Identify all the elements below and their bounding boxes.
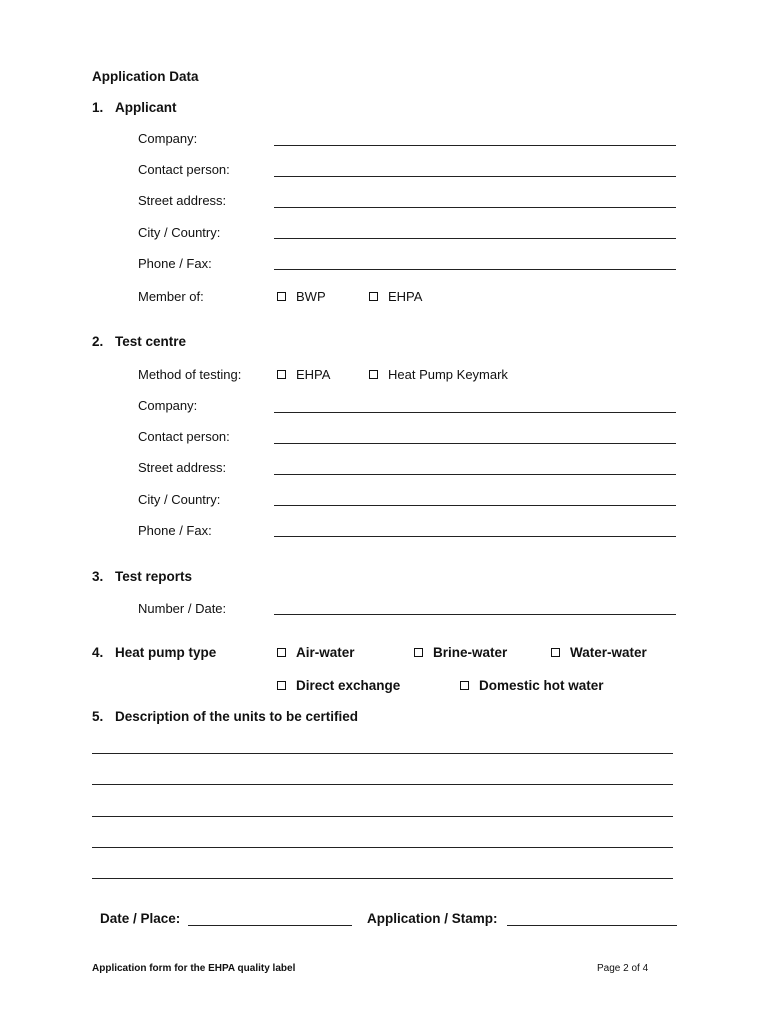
type-option-brine-water[interactable]: Brine-water	[414, 645, 507, 660]
member-option-bwp[interactable]: BWP	[277, 289, 326, 304]
checkbox-icon[interactable]	[369, 370, 378, 379]
applicant-street-label: Street address:	[138, 193, 227, 208]
applicant-city-field[interactable]	[274, 238, 676, 239]
centre-contact-field[interactable]	[274, 443, 676, 444]
section-heading-applicant	[92, 100, 177, 115]
member-option-ehpa[interactable]: EHPA	[369, 289, 422, 304]
description-line-2[interactable]	[92, 784, 673, 785]
description-line-1[interactable]	[92, 753, 673, 754]
section-heading-description	[92, 709, 358, 724]
applicant-phone-field[interactable]	[274, 269, 676, 270]
centre-phone-field[interactable]	[274, 536, 676, 537]
section-title: Description of the units to be certified	[115, 709, 359, 724]
footer-title: Application form for the EHPA quality label	[92, 963, 296, 974]
page-number: Page 2 of 4	[597, 963, 649, 974]
description-line-4[interactable]	[92, 847, 673, 848]
member-of-label: Member of:	[138, 289, 204, 304]
method-option-ehpa[interactable]: EHPA	[277, 367, 330, 382]
applicant-city-label: City / Country:	[138, 225, 221, 240]
type-option-water-water[interactable]: Water-water	[551, 645, 647, 660]
applicant-contact-label: Contact person:	[138, 162, 230, 177]
centre-phone-label: Phone / Fax:	[138, 523, 212, 538]
section-number: 3.	[92, 569, 104, 584]
section-heading-test-centre	[92, 334, 186, 349]
type-option-air-water[interactable]: Air-water	[277, 645, 355, 660]
number-date-label: Number / Date:	[138, 601, 227, 616]
checkbox-icon[interactable]	[277, 681, 286, 690]
checkbox-icon[interactable]	[277, 370, 286, 379]
checkbox-icon[interactable]	[414, 648, 423, 657]
section-number: 5.	[92, 709, 104, 724]
centre-company-label: Company:	[138, 398, 198, 413]
section-number: 1.	[92, 100, 104, 115]
applicant-contact-field[interactable]	[274, 176, 676, 177]
date-place-label: Date / Place:	[100, 911, 181, 926]
description-line-3[interactable]	[92, 816, 673, 817]
application-stamp-field[interactable]	[507, 925, 677, 926]
section-number: 4.	[92, 645, 104, 660]
number-date-field[interactable]	[274, 614, 676, 615]
applicant-street-field[interactable]	[274, 207, 676, 208]
type-option-direct-exchange[interactable]: Direct exchange	[277, 678, 400, 693]
checkbox-icon[interactable]	[277, 292, 286, 301]
description-line-5[interactable]	[92, 878, 673, 879]
applicant-company-label: Company:	[138, 131, 198, 146]
section-heading-heat-pump-type	[92, 645, 216, 660]
checkbox-icon[interactable]	[369, 292, 378, 301]
method-of-testing-label: Method of testing:	[138, 367, 242, 382]
centre-contact-label: Contact person:	[138, 429, 230, 444]
checkbox-icon[interactable]	[277, 648, 286, 657]
method-option-keymark[interactable]: Heat Pump Keymark	[369, 367, 508, 382]
section-title: Test reports	[115, 569, 193, 584]
section-title: Applicant	[115, 100, 177, 115]
applicant-phone-label: Phone / Fax:	[138, 256, 212, 271]
type-option-domestic-hot-water[interactable]: Domestic hot water	[460, 678, 604, 693]
checkbox-icon[interactable]	[551, 648, 560, 657]
section-number: 2.	[92, 334, 104, 349]
section-heading-test-reports	[92, 569, 192, 584]
applicant-company-field[interactable]	[274, 145, 676, 146]
section-title: Test centre	[115, 334, 187, 349]
page-title: Application Data	[92, 69, 199, 84]
date-place-field[interactable]	[188, 925, 352, 926]
centre-street-label: Street address:	[138, 460, 227, 475]
centre-city-label: City / Country:	[138, 492, 221, 507]
centre-street-field[interactable]	[274, 474, 676, 475]
application-stamp-label: Application / Stamp:	[367, 911, 498, 926]
centre-city-field[interactable]	[274, 505, 676, 506]
checkbox-icon[interactable]	[460, 681, 469, 690]
centre-company-field[interactable]	[274, 412, 676, 413]
section-title: Heat pump type	[115, 645, 217, 660]
